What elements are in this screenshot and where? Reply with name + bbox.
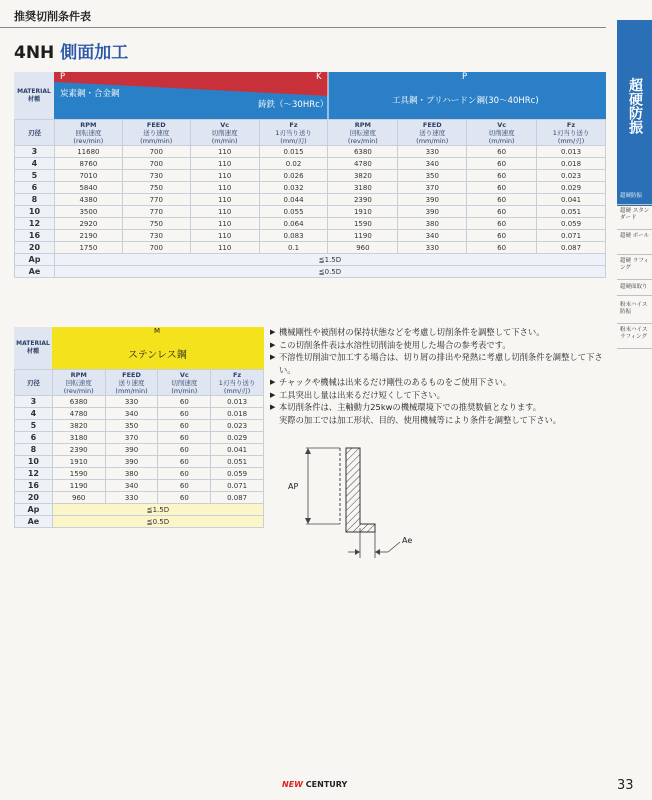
- table-cell: 390: [105, 456, 158, 468]
- t2-col-vc-jp: 切削速度: [171, 378, 198, 387]
- t2-ap-label: Ap: [15, 504, 53, 516]
- title-jp: 側面加工: [60, 43, 129, 63]
- t2-col-rpm-code: RPM: [70, 370, 87, 379]
- table-cell: 0.013: [537, 146, 606, 158]
- diagram-ap-label: AP: [288, 482, 299, 491]
- ap-value: ≦1.5D: [54, 254, 605, 266]
- table-cell: 750: [122, 218, 190, 230]
- col-rpm-header-r: [328, 120, 398, 146]
- t2-col-fz-code: Fz: [232, 370, 242, 379]
- table-cell: 0.087: [537, 242, 606, 254]
- table-cell: 2190: [54, 230, 122, 242]
- table-cell: 60: [467, 230, 537, 242]
- table-cell: 700: [122, 242, 190, 254]
- ap-label: Ap: [15, 254, 55, 266]
- table-row: [15, 468, 264, 480]
- table-cell: 110: [190, 146, 259, 158]
- col-rpm-code-r: RPM: [354, 120, 371, 129]
- table-cell: 1590: [52, 468, 105, 480]
- table2-header-row: [15, 370, 264, 396]
- table-cell: 60: [158, 492, 211, 504]
- col-fz-unit-r: (mm/刃): [557, 136, 585, 145]
- table-row: [15, 396, 264, 408]
- side-tab-item-1[interactable]: 超硬防振: [617, 193, 652, 205]
- page-number: 33: [617, 778, 634, 793]
- table1-ae-row: [15, 266, 606, 278]
- table-cell: 1910: [328, 206, 398, 218]
- table-cell: 110: [190, 182, 259, 194]
- t2-col-vc-header: [158, 370, 211, 396]
- table-cell: 60: [158, 468, 211, 480]
- col-fz-header: [259, 120, 328, 146]
- header-divider: [0, 27, 606, 28]
- table-cell: 3820: [52, 420, 105, 432]
- t2-col-fz-header: [211, 370, 264, 396]
- t2-col-rpm-header: [52, 370, 105, 396]
- table-cell: 390: [105, 444, 158, 456]
- table-cell: 60: [467, 242, 537, 254]
- note-item: [270, 376, 606, 389]
- col-vc-jp: 切削速度: [211, 128, 238, 137]
- table-cell: 6380: [328, 146, 398, 158]
- table-cell: 960: [52, 492, 105, 504]
- table-cell: 60: [467, 146, 537, 158]
- table1-group-p-left: P: [60, 72, 66, 82]
- table-cell: 0.023: [211, 420, 264, 432]
- table-cell: 330: [398, 242, 467, 254]
- table-cell: 60: [158, 432, 211, 444]
- side-tab-main-label: [617, 76, 652, 136]
- row-diameter: 20: [15, 492, 53, 504]
- bullet-triangle-icon: ▶: [270, 340, 276, 349]
- table-cell: 1750: [54, 242, 122, 254]
- table-cell: 0.059: [537, 218, 606, 230]
- table-cell: 0.087: [211, 492, 264, 504]
- note-item: [270, 351, 606, 376]
- table-cell: 390: [398, 206, 467, 218]
- table-cell: 5840: [54, 182, 122, 194]
- table-cell: 110: [190, 158, 259, 170]
- col-feed-code-r: FEED: [422, 120, 442, 129]
- row-diameter: 6: [15, 182, 55, 194]
- col-feed-unit: (mm/min): [140, 136, 173, 145]
- table-cell: 0.044: [259, 194, 328, 206]
- table-row: [15, 218, 606, 230]
- table-cell: 60: [158, 408, 211, 420]
- col-rpm-unit: (rev/min): [73, 136, 104, 145]
- bullet-triangle-icon: ▶: [270, 403, 276, 411]
- t2-col-feed-jp: 送り速度: [118, 378, 145, 387]
- table-cell: 330: [105, 396, 158, 408]
- table-cell: 340: [398, 158, 467, 170]
- table-row: [15, 182, 606, 194]
- table-row: [15, 420, 264, 432]
- table-cell: 340: [105, 480, 158, 492]
- side-tab-item-2[interactable]: 超硬 スタンダード: [617, 208, 652, 230]
- note-text: 実際の加工では加工形状、目的、使用機械等により条件を調整して下さい。: [279, 414, 562, 425]
- ae-value: ≦0.5D: [54, 266, 605, 278]
- note-item-continued: [270, 414, 606, 427]
- table-cell: 2920: [54, 218, 122, 230]
- t2-col-feed-code: FEED: [122, 370, 141, 379]
- brand-logo-mark: NEW: [282, 780, 303, 789]
- table2: [14, 369, 264, 528]
- table-cell: 0.02: [259, 158, 328, 170]
- brand-logo: [282, 780, 347, 789]
- t2-col-size-header: 刃径: [15, 370, 53, 396]
- row-diameter: 8: [15, 194, 55, 206]
- table-cell: 4780: [52, 408, 105, 420]
- table-cell: 0.055: [259, 206, 328, 218]
- table-cell: 3180: [328, 182, 398, 194]
- col-fz-code: Fz: [289, 120, 298, 129]
- table-cell: 770: [122, 194, 190, 206]
- table-row: [15, 444, 264, 456]
- table1-material-k: 鋳鉄（～30HRc）: [258, 100, 329, 110]
- row-diameter: 16: [15, 480, 53, 492]
- note-item: [270, 339, 606, 352]
- table-cell: 770: [122, 206, 190, 218]
- table-cell: 340: [398, 230, 467, 242]
- row-diameter: 8: [15, 444, 53, 456]
- table-cell: 350: [398, 170, 467, 182]
- table-cell: 4380: [54, 194, 122, 206]
- table2-ap-row: [15, 504, 264, 516]
- col-fz-jp: 1刃当り送り: [275, 128, 312, 137]
- title-code: 4NH: [14, 43, 55, 63]
- col-feed-code: FEED: [146, 120, 166, 129]
- row-diameter: 3: [15, 396, 53, 408]
- table-cell: 0.051: [537, 206, 606, 218]
- note-text: 工具突出し量は出来るだけ短くして下さい。: [279, 389, 445, 400]
- t2-ap-value: ≦1.5D: [52, 504, 263, 516]
- bullet-triangle-icon: ▶: [270, 390, 276, 399]
- t2-col-fz-jp: 1刃当り送り: [218, 378, 256, 387]
- table-row: [15, 206, 606, 218]
- row-diameter: 5: [15, 170, 55, 182]
- table-cell: 3180: [52, 432, 105, 444]
- table-cell: 110: [190, 206, 259, 218]
- note-text: この切削条件表は水溶性切削油を使用した場合の参考表です。: [279, 339, 511, 350]
- table-row: [15, 146, 606, 158]
- col-fz-unit: (mm/刃): [280, 136, 307, 145]
- table-cell: 0.083: [259, 230, 328, 242]
- table-cell: 1190: [52, 480, 105, 492]
- table-cell: 380: [398, 218, 467, 230]
- table1-material-left: 炭素鋼・合金鋼: [60, 89, 120, 99]
- note-indent: [270, 414, 279, 427]
- table-cell: 4780: [328, 158, 398, 170]
- col-fz-jp-r: 1刃当り送り: [552, 128, 590, 137]
- table2-ae-row: [15, 516, 264, 528]
- table-cell: 0.1: [259, 242, 328, 254]
- bullet-triangle-icon: ▶: [270, 378, 276, 386]
- brand-logo-text: CENTURY: [305, 780, 348, 789]
- col-feed-unit-r: (mm/min): [416, 136, 449, 145]
- bullet-triangle-icon: ▶: [270, 328, 276, 336]
- row-diameter: 5: [15, 420, 53, 432]
- table-cell: 110: [190, 194, 259, 206]
- table-cell: 60: [467, 182, 537, 194]
- table2-material-label-text: MATERIAL 材種: [16, 340, 50, 355]
- table2-material-label: [14, 327, 52, 369]
- row-diameter: 3: [15, 146, 55, 158]
- col-rpm-code: RPM: [80, 120, 97, 129]
- col-vc-code-r: Vc: [497, 120, 507, 129]
- row-diameter: 10: [15, 206, 55, 218]
- ae-label: Ae: [15, 266, 55, 278]
- col-rpm-jp: 回転速度: [75, 128, 102, 137]
- table-cell: 11680: [54, 146, 122, 158]
- table-cell: 0.071: [211, 480, 264, 492]
- side-tab-item-3[interactable]: 超硬 ボール: [617, 233, 652, 255]
- side-milling-diagram: [282, 440, 442, 570]
- table2-material: ステンレス鋼: [128, 350, 187, 361]
- table1-header-row: [15, 120, 606, 146]
- row-diameter: 6: [15, 432, 53, 444]
- table-cell: 700: [122, 146, 190, 158]
- table-cell: 1590: [328, 218, 398, 230]
- page-header-title: 推奨切削条件表: [14, 10, 91, 23]
- table-cell: 110: [190, 242, 259, 254]
- note-text: 機械剛性や被削材の保持状態などを考慮し切削条件を調整して下さい。: [279, 327, 545, 337]
- col-fz-code-r: Fz: [566, 120, 576, 129]
- col-rpm-unit-r: (rev/min): [347, 136, 378, 145]
- table-row: [15, 408, 264, 420]
- table1: [14, 119, 606, 278]
- col-size-header: 刃径: [15, 120, 55, 146]
- diagram-ae-label: Ae: [402, 536, 413, 545]
- table-cell: 110: [190, 230, 259, 242]
- table-row: [15, 242, 606, 254]
- t2-col-feed-unit: (mm/min): [115, 386, 148, 395]
- col-feed-jp: 送り速度: [143, 128, 170, 137]
- table-row: [15, 456, 264, 468]
- col-vc-header-r: [467, 120, 537, 146]
- table-cell: 60: [467, 170, 537, 182]
- col-vc-code: Vc: [220, 120, 230, 129]
- side-tab-item-6[interactable]: 粉末ハイス 防振: [617, 302, 652, 324]
- table-cell: 0.051: [211, 456, 264, 468]
- col-feed-jp-r: 送り速度: [419, 128, 446, 137]
- table-cell: 3500: [54, 206, 122, 218]
- col-feed-header-r: [398, 120, 467, 146]
- table1-group-p-right: P: [462, 72, 468, 82]
- table-cell: 110: [190, 218, 259, 230]
- row-diameter: 4: [15, 158, 55, 170]
- table-cell: 7010: [54, 170, 122, 182]
- table-row: [15, 170, 606, 182]
- table-cell: 1910: [52, 456, 105, 468]
- table-cell: 2390: [52, 444, 105, 456]
- table-cell: 60: [158, 480, 211, 492]
- table-cell: 370: [105, 432, 158, 444]
- table-cell: 0.029: [537, 182, 606, 194]
- table-cell: 0.032: [259, 182, 328, 194]
- table-cell: 370: [398, 182, 467, 194]
- table-cell: 380: [105, 468, 158, 480]
- row-diameter: 12: [15, 468, 53, 480]
- col-vc-jp-r: 切削速度: [488, 128, 515, 137]
- table-cell: 60: [467, 206, 537, 218]
- table-cell: 8760: [54, 158, 122, 170]
- table-cell: 730: [122, 230, 190, 242]
- table1-material-right: 工具鋼・プリハードン鋼(30～40HRc): [392, 96, 539, 106]
- col-vc-unit-r: (m/min): [488, 136, 515, 145]
- table-cell: 110: [190, 170, 259, 182]
- row-diameter: 10: [15, 456, 53, 468]
- t2-col-rpm-jp: 回転速度: [65, 378, 92, 387]
- table-cell: 330: [398, 146, 467, 158]
- t2-col-vc-unit: (m/min): [171, 386, 198, 395]
- table-row: [15, 432, 264, 444]
- notes-list: [270, 326, 606, 426]
- table-row: [15, 230, 606, 242]
- note-item: [270, 401, 606, 414]
- row-diameter: 4: [15, 408, 53, 420]
- table1-material-label: [14, 72, 54, 119]
- table-cell: 0.018: [537, 158, 606, 170]
- table2-group-m: M: [154, 327, 161, 335]
- side-tab-item-4[interactable]: 超硬 ラフィング: [617, 258, 652, 280]
- table-cell: 700: [122, 158, 190, 170]
- side-tab-item-5[interactable]: 超硬面取り: [617, 284, 652, 296]
- table-cell: 60: [158, 444, 211, 456]
- table-cell: 0.059: [211, 468, 264, 480]
- table-cell: 60: [467, 218, 537, 230]
- table-cell: 0.026: [259, 170, 328, 182]
- table-cell: 960: [328, 242, 398, 254]
- side-tab-main-text: 超硬防振: [627, 78, 643, 134]
- table-row: [15, 158, 606, 170]
- t2-col-rpm-unit: (rev/min): [63, 386, 94, 395]
- table-cell: 1190: [328, 230, 398, 242]
- t2-col-feed-header: [105, 370, 158, 396]
- table-cell: 340: [105, 408, 158, 420]
- col-fz-header-r: [537, 120, 606, 146]
- table-row: [15, 480, 264, 492]
- table1-material-label-text: MATERIAL 材種: [17, 87, 51, 103]
- page-title: [14, 38, 128, 63]
- note-text: 本切削条件は、主軸動力25kwの機械環境下での推奨数値となります。: [279, 402, 542, 412]
- note-item: [270, 326, 606, 339]
- table-cell: 350: [105, 420, 158, 432]
- table-cell: 0.029: [211, 432, 264, 444]
- table-cell: 0.071: [537, 230, 606, 242]
- table-cell: 6380: [52, 396, 105, 408]
- t2-ae-value: ≦0.5D: [52, 516, 263, 528]
- table1-ap-row: [15, 254, 606, 266]
- table-cell: 0.015: [259, 146, 328, 158]
- table-cell: 60: [158, 396, 211, 408]
- table-cell: 0.064: [259, 218, 328, 230]
- table-cell: 3820: [328, 170, 398, 182]
- note-text: 不溶性切削油で加工する場合は、切り屑の排出や発熱に考慮し切削条件を調整して下さい。: [279, 352, 603, 375]
- side-tab-item-7[interactable]: 粉末ハイス ラフィング: [617, 327, 652, 349]
- table-cell: 60: [467, 158, 537, 170]
- col-vc-header: [190, 120, 259, 146]
- t2-col-fz-unit: (mm/刃): [223, 386, 251, 395]
- table-cell: 2390: [328, 194, 398, 206]
- table-cell: 0.041: [537, 194, 606, 206]
- table-row: [15, 194, 606, 206]
- table-cell: 730: [122, 170, 190, 182]
- table-cell: 0.023: [537, 170, 606, 182]
- row-diameter: 16: [15, 230, 55, 242]
- table-cell: 60: [158, 420, 211, 432]
- col-vc-unit: (m/min): [211, 136, 238, 145]
- col-rpm-jp-r: 回転速度: [349, 128, 376, 137]
- row-diameter: 12: [15, 218, 55, 230]
- col-feed-header: [122, 120, 190, 146]
- table1-group-k: K: [316, 72, 322, 82]
- table-cell: 330: [105, 492, 158, 504]
- table-cell: 750: [122, 182, 190, 194]
- t2-col-vc-code: Vc: [179, 370, 189, 379]
- table-cell: 0.018: [211, 408, 264, 420]
- note-item: [270, 389, 606, 402]
- t2-ae-label: Ae: [15, 516, 53, 528]
- row-diameter: 20: [15, 242, 55, 254]
- table-cell: 0.013: [211, 396, 264, 408]
- note-text: チャックや機械は出来るだけ剛性のあるものをご使用下さい。: [279, 377, 512, 387]
- table-cell: 60: [467, 194, 537, 206]
- table-cell: 390: [398, 194, 467, 206]
- bullet-triangle-icon: ▶: [270, 353, 276, 361]
- table-cell: 0.041: [211, 444, 264, 456]
- col-rpm-header: [54, 120, 122, 146]
- table-row: [15, 492, 264, 504]
- table-cell: 60: [158, 456, 211, 468]
